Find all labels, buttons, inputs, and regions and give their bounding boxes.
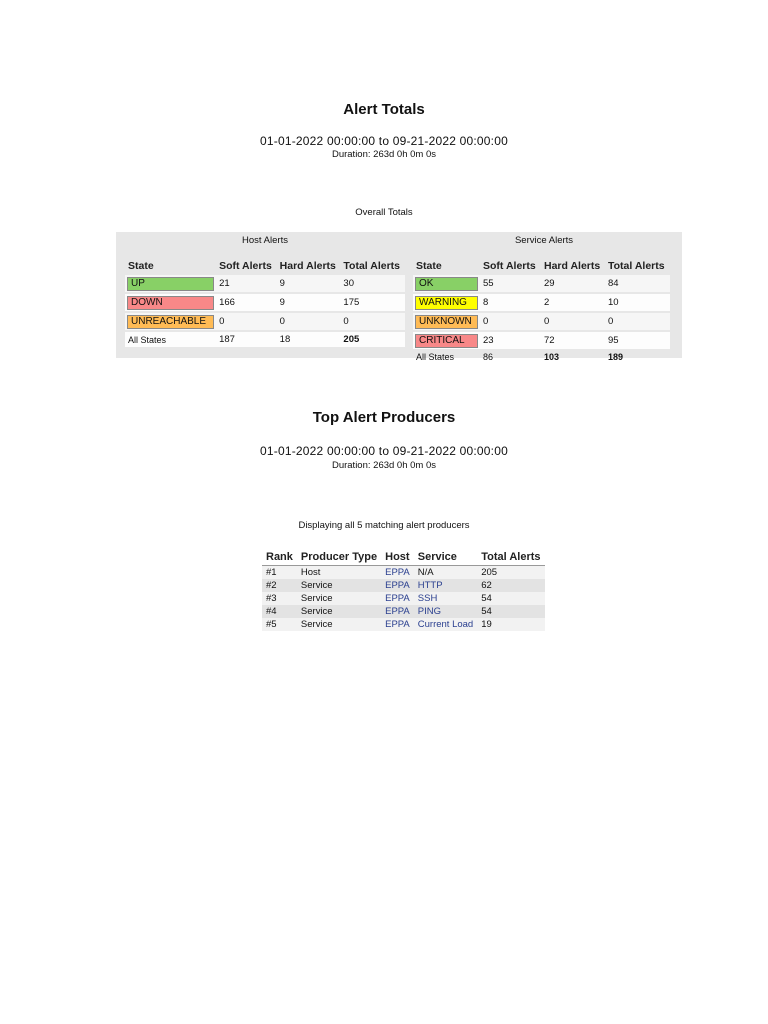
producer-type-cell: Service [297,605,381,618]
soft-alerts-cell: 23 [480,331,541,349]
state-badge-unreachable: UNREACHABLE [127,315,214,329]
column-header-rank: Rank [262,549,297,566]
state-badge-unknown: UNKNOWN [415,315,478,329]
column-header: State [128,260,154,272]
total-alerts-cell: 0 [340,312,405,331]
total-alerts-cell: 54 [477,605,544,618]
table-row [413,312,670,331]
overall-totals-panel [116,232,682,362]
state-badge-ok: OK [415,277,478,291]
column-header: Soft Alerts [483,260,536,272]
soft-alerts-cell: 21 [216,274,277,293]
service-alerts-title: Service Alerts [514,235,574,246]
total-alerts-cell: 95 [605,331,670,349]
table-row [262,566,545,580]
all-states-row [125,331,405,347]
producer-type-cell: Service [297,618,381,631]
table-row [413,293,670,312]
service-link[interactable]: Current Load [414,618,477,631]
column-header-total-alerts: Total Alerts [477,549,544,566]
column-header-producer-type: Producer Type [297,549,381,566]
total-alerts-cell: 205 [340,331,405,347]
hard-alerts-cell: 2 [541,293,605,312]
rank-cell: #5 [262,618,297,631]
total-alerts-cell: 10 [605,293,670,312]
column-header: Total Alerts [608,260,665,272]
soft-alerts-cell: 8 [480,293,541,312]
table-header-row [413,259,670,274]
column-header-host: Host [381,549,414,566]
producers-duration: Duration: 263d 0h 0m 0s [331,460,437,471]
producer-type-cell: Service [297,579,381,592]
hard-alerts-cell: 103 [544,351,560,362]
host-link[interactable]: EPPA [381,618,414,631]
soft-alerts-cell: 86 [483,351,494,362]
all-states-label: All States [416,351,455,362]
host-alerts-title: Host Alerts [242,235,288,246]
column-header-service: Service [414,549,477,566]
producer-type-cell: Service [297,592,381,605]
table-row [125,312,405,331]
rank-cell: #3 [262,592,297,605]
table-row [262,605,545,618]
hard-alerts-cell: 29 [541,274,605,293]
state-badge-down: DOWN [127,296,214,310]
table-row [125,293,405,312]
state-badge-critical: CRITICAL [415,334,478,348]
total-alerts-cell: 189 [608,351,624,362]
host-link[interactable]: EPPA [381,605,414,618]
alert-totals-duration: Duration: 263d 0h 0m 0s [331,149,437,160]
service-link[interactable]: HTTP [414,579,477,592]
producers-caption: Displaying all 5 matching alert producers [298,520,470,531]
producers-table [262,549,545,631]
hard-alerts-cell: 18 [277,331,341,347]
soft-alerts-cell: 0 [480,312,541,331]
total-alerts-cell: 30 [340,274,405,293]
rank-cell: #1 [262,566,297,580]
all-states-label: All States [125,331,216,347]
all-states-row [413,349,670,364]
column-header: State [416,260,442,272]
producers-range: 01-01-2022 00:00:00 to 09-21-2022 00:00:00 [260,444,508,458]
table-row [413,331,670,349]
table-row [413,274,670,293]
table-row [262,618,545,631]
hard-alerts-cell: 0 [541,312,605,331]
host-link[interactable]: EPPA [381,592,414,605]
hard-alerts-cell: 0 [277,312,341,331]
state-badge-warning: WARNING [415,296,478,310]
soft-alerts-cell: 166 [216,293,277,312]
rank-cell: #4 [262,605,297,618]
soft-alerts-cell: 187 [216,331,277,347]
soft-alerts-cell: 55 [480,274,541,293]
total-alerts-cell: 19 [477,618,544,631]
total-alerts-cell: 84 [605,274,670,293]
hard-alerts-cell: 72 [541,331,605,349]
service-link[interactable]: SSH [414,592,477,605]
host-alerts-table [125,259,405,347]
overall-totals-caption: Overall Totals [355,207,413,218]
rank-cell: #2 [262,579,297,592]
table-header-row [125,259,405,274]
state-badge-up: UP [127,277,214,291]
table-row [262,592,545,605]
table-header-row [262,549,545,566]
column-header: Hard Alerts [544,260,601,272]
host-link[interactable]: EPPA [381,579,414,592]
total-alerts-cell: 205 [477,566,544,580]
table-row [262,579,545,592]
hard-alerts-cell: 9 [277,293,341,312]
alert-totals-title: Alert Totals [343,101,425,118]
total-alerts-cell: 0 [605,312,670,331]
column-header: Soft Alerts [219,260,272,272]
producers-title: Top Alert Producers [312,409,456,426]
service-alerts-table [413,259,670,364]
service-cell: N/A [414,566,477,580]
host-link[interactable]: EPPA [381,566,414,580]
total-alerts-cell: 175 [340,293,405,312]
hard-alerts-cell: 9 [277,274,341,293]
total-alerts-cell: 62 [477,579,544,592]
total-alerts-cell: 54 [477,592,544,605]
soft-alerts-cell: 0 [216,312,277,331]
producer-type-cell: Host [297,566,381,580]
service-link[interactable]: PING [414,605,477,618]
table-row [125,274,405,293]
column-header: Hard Alerts [279,260,336,272]
alert-totals-range: 01-01-2022 00:00:00 to 09-21-2022 00:00:00 [260,134,508,148]
column-header: Total Alerts [343,260,401,272]
